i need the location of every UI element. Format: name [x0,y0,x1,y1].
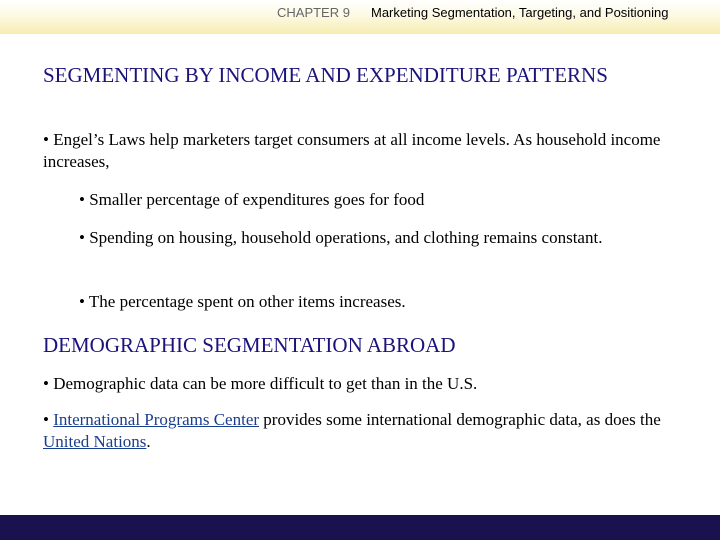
header-band [0,0,720,34]
engels-laws-bullet: • Engel’s Laws help marketers target consumers at all income levels. As household income increases, [43,130,661,171]
demographic-data-bullet: • Demographic data can be more difficult to get than in the U.S. [43,374,478,393]
united-nations-link[interactable]: United Nations [43,432,147,451]
bullet-prefix: • [43,410,54,429]
bullet-middle-text: provides some international demographic data, as does the [259,410,661,429]
section-heading-income: SEGMENTING BY INCOME AND EXPENDITURE PATTERNS [43,63,608,87]
international-programs-center-link[interactable]: International Programs Center [53,410,260,429]
footer-bar [0,515,720,540]
bullet-suffix: . [146,432,151,451]
chapter-title: Marketing Segmentation, Targeting, and Positioning [371,5,669,20]
section-heading-demographic-abroad: DEMOGRAPHIC SEGMENTATION ABROAD [43,333,456,357]
sub-bullet-food: • Smaller percentage of expenditures goes for food [79,190,425,209]
sub-bullet-housing: • Spending on housing, household operations, and clothing remains constant. [79,228,603,247]
international-sources-bullet [43,409,683,453]
chapter-label: CHAPTER 9 [277,5,350,20]
sub-bullet-other-items: • The percentage spent on other items increases. [79,292,406,311]
